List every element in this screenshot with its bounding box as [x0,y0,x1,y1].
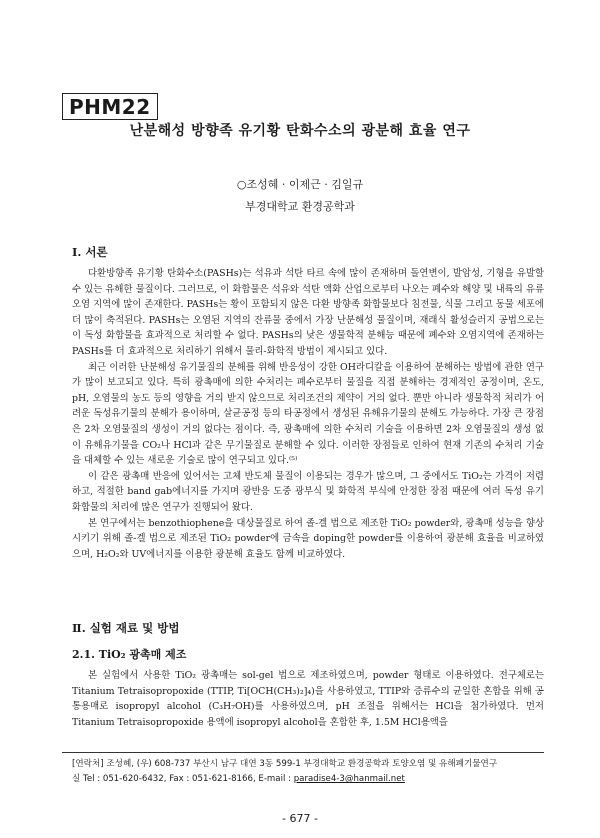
paper-code-box: PHM22 [62,93,158,120]
methods-paragraph-1: 본 실험에서 사용한 TiO₂ 광촉매는 sol-gel 법으로 제조하였으며, powder 형태로 이용하였다. 전구체로는 Titanium Tetraisopropoxide (TTIP, Ti[OCH(CH₃)₂]₄)을 사용하였고, TTIP와 증류수의 균일한 혼합을 위해 공통용매로 isopropyl alcohol (C₃H₇OH)를 사용하였으며, pH 조절을 위해서는 HCl을 첨가하였다. 먼저 Titanium Tetraisopropoxide 용액에 isopropyl alcohol을 혼합한 후, 1.5M HCl용액을 [72,670,544,728]
footnote-line-2 [72,772,544,787]
email-link[interactable]: paradise4-3@hanmail.net [293,774,405,784]
page-number: - 677 - [282,812,318,825]
paper-title: 난분해성 방향족 유기황 탄화수소의 광분해 효율 연구 [129,123,471,139]
footnote-line-1: [연락처] 조성혜, (우) 608-737 부산시 남구 대연 3동 599-1 부경대학교 환경공학과 토양오염 및 유해폐기물연구 [72,759,498,769]
introduction-body [72,266,544,562]
footnote-divider [62,752,544,753]
intro-paragraph-2: 최근 이러한 난분해성 유기물질의 분해를 위해 반응성이 강한 OH라디칼을 이용하여 분해하는 방법에 관한 연구가 많이 보고되고 있다. 특히 광촉매에 의한 수처리는 폐수로부터 물질을 직접 분해하는 경제적인 공정이며, 온도, pH, 오염물의 농도 등의 영향을 거의 받지 않으므로 처리조건의 제약이 거의 없다. 뿐만 아니라 생물학적 처리가 어려운 독성유기물의 분해가 용이하며, 살균공정 등의 타공정에서 생성된 유해유기물의 분해도 가능하다. 가장 큰 장점은 2차 오염물질의 생성이 거의 없다는 점이다. 즉, 광촉매에 의한 수처리 기술을 이용하면 2차 오염물질의 생성 없이 유해유기물을 CO₂나 HCl과 같은 무기물질로 분해할 수 있다. 이러한 장점들로 인하여 현재 기존의 수처리 기술을 대체할 수 있는 새로운 기술로 많이 연구되고 있다.⁽⁵⁾ [72,361,544,467]
section-heading-introduction: Ⅰ. 서론 [72,245,108,259]
affiliation-line: 부경대학교 환경공학과 [245,200,355,213]
section-heading-methods: Ⅱ. 실험 재료 및 방법 [72,621,180,635]
intro-paragraph-1: 다환방향족 유기황 탄화수소(PASHs)는 석유과 석탄 타르 속에 많이 존재하며 돌연변이, 발암성, 기형을 유발할 수 있는 유해한 물질이다. 그러므로, 이 화합물은 석유와 석탄 액화 산업으로부터 나오는 폐수와 해양 및 내륙의 유류 오염 지역에 많이 존재한다. PASHs는 황이 포함되지 않은 다환 방향족 화합물보다 침전물, 식물 그리고 동물 세포에 더 많이 축적된다. PASHs는 오염된 지역의 잔류물 중에서 가장 난분해성 물질이며, 재래식 활성슬러지 공법으로는 이 독성 화합물을 효과적으로 처리할 수 없다. PASHs의 낮은 생물학적 분해능 때문에 폐수와 오염지역에 존재하는 PASHs를 더 효과적으로 처리하기 위해서 물리-화학적 방법이 제시되고 있다. [72,268,544,357]
intro-paragraph-3: 이 같은 광촉매 반응에 있어서는 고체 반도체 물질이 이용되는 경우가 많으며, 그 중에서도 TiO₂는 가격이 저렴하고, 적절한 band gab에너지를 가지며 광반응 도중 광부식 및 화학적 부식에 안정한 장점 때문에 여러 독성 유기화합물의 처리에 많은 연구가 진행되어 왔다. [72,470,544,513]
authors-line: ○조성혜 · 이제근 · 김일규 [236,178,364,191]
contact-footnote [72,757,544,787]
intro-paragraph-4: 본 연구에서는 benzothiophene을 대상물질로 하여 졸-겔 법으로 제조한 TiO₂ powder와, 광촉매 성능을 향상시키기 위해 졸-겔 법으로 제조된 TiO₂ powder에 금속을 doping한 powder를 이용하여 광분해 효율을 비교하였으며, H₂O₂와 UV에너지를 이용한 광분해 효율도 함께 비교하였다. [72,517,544,560]
subsection-heading-tio2: 2.1. TiO₂ 광촉매 제조 [72,648,187,661]
footnote-line-2-text: 실 Tel : 051-620-6432, Fax : 051-621-8166, E-mail : [72,774,294,784]
methods-body [72,668,544,730]
